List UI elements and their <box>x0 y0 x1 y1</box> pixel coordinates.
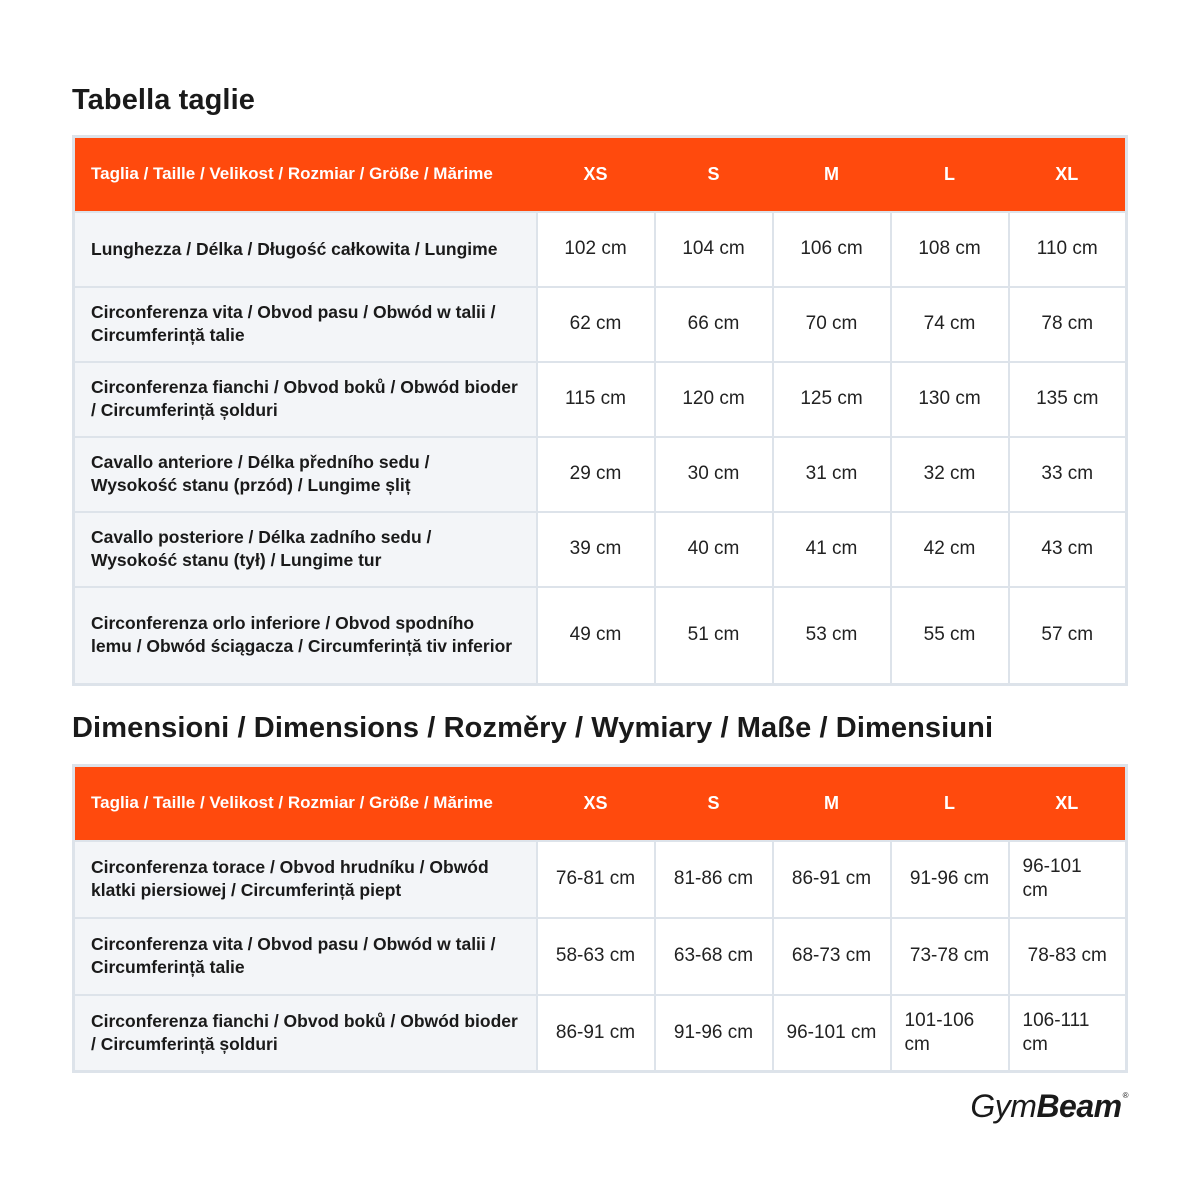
table-cell: 66 cm <box>655 287 773 362</box>
table-cell: 42 cm <box>891 512 1009 587</box>
table-cell: 73-78 cm <box>891 918 1009 995</box>
header-size-l: L <box>891 137 1009 212</box>
table-header-row <box>74 766 1127 841</box>
table-cell: 125 cm <box>773 362 891 437</box>
table-cell: 86-91 cm <box>773 841 891 918</box>
table-cell: 108 cm <box>891 212 1009 287</box>
row-label: Circonferenza vita / Obvod pasu / Obwód w talii / Circumferință talie <box>74 918 537 995</box>
header-size-s: S <box>655 766 773 841</box>
logo-text-gym: Gym <box>970 1088 1037 1124</box>
table-cell: 102 cm <box>537 212 655 287</box>
dimensions-table <box>72 764 1128 1073</box>
table-cell: 78 cm <box>1009 287 1127 362</box>
table-cell: 29 cm <box>537 437 655 512</box>
table-cell: 55 cm <box>891 587 1009 685</box>
header-size-xs: XS <box>537 137 655 212</box>
table-row <box>74 512 1127 587</box>
table-cell: 31 cm <box>773 437 891 512</box>
header-size-xs: XS <box>537 766 655 841</box>
header-label-cell: Taglia / Taille / Velikost / Rozmiar / Größe / Mărime <box>74 766 537 841</box>
table-cell: 53 cm <box>773 587 891 685</box>
table-cell: 91-96 cm <box>655 995 773 1072</box>
row-label: Circonferenza torace / Obvod hrudníku / Obwód klatki piersiowej / Circumferință piept <box>74 841 537 918</box>
table-cell: 81-86 cm <box>655 841 773 918</box>
header-size-m: M <box>773 137 891 212</box>
table-cell: 120 cm <box>655 362 773 437</box>
row-label: Circonferenza fianchi / Obvod boků / Obwód bioder / Circumferință șolduri <box>74 362 537 437</box>
row-label: Cavallo anteriore / Délka předního sedu / Wysokość stanu (przód) / Lungime șliț <box>74 437 537 512</box>
table-cell: 76-81 cm <box>537 841 655 918</box>
table-row <box>74 918 1127 995</box>
table-row <box>74 212 1127 287</box>
table-row <box>74 287 1127 362</box>
table-cell: 74 cm <box>891 287 1009 362</box>
row-label: Circonferenza orlo inferiore / Obvod spodního lemu / Obwód ściągacza / Circumferință tiv inferior <box>74 587 537 685</box>
logo-text-beam: Beam <box>1036 1088 1122 1124</box>
header-size-xl: XL <box>1009 766 1127 841</box>
table-cell: 49 cm <box>537 587 655 685</box>
table-cell: 101-106 cm <box>891 995 1009 1072</box>
table-cell: 110 cm <box>1009 212 1127 287</box>
header-size-s: S <box>655 137 773 212</box>
table-row <box>74 995 1127 1072</box>
registered-mark: ® <box>1122 1091 1128 1100</box>
table-cell: 135 cm <box>1009 362 1127 437</box>
row-label: Lunghezza / Délka / Długość całkowita / Lungime <box>74 212 537 287</box>
table-cell: 96-101 cm <box>773 995 891 1072</box>
table-cell: 51 cm <box>655 587 773 685</box>
table-cell: 115 cm <box>537 362 655 437</box>
table-row <box>74 841 1127 918</box>
table-cell: 130 cm <box>891 362 1009 437</box>
table-cell: 40 cm <box>655 512 773 587</box>
table-cell: 68-73 cm <box>773 918 891 995</box>
table-cell: 104 cm <box>655 212 773 287</box>
row-label: Circonferenza vita / Obvod pasu / Obwód w talii / Circumferință talie <box>74 287 537 362</box>
table-row <box>74 362 1127 437</box>
table-cell: 41 cm <box>773 512 891 587</box>
header-size-l: L <box>891 766 1009 841</box>
size-table <box>72 135 1128 686</box>
table-cell: 106-111 cm <box>1009 995 1127 1072</box>
row-label: Cavallo posteriore / Délka zadního sedu / Wysokość stanu (tył) / Lungime tur <box>74 512 537 587</box>
table-row <box>74 587 1127 685</box>
table-cell: 32 cm <box>891 437 1009 512</box>
table-cell: 33 cm <box>1009 437 1127 512</box>
table-cell: 58-63 cm <box>537 918 655 995</box>
header-label-cell: Taglia / Taille / Velikost / Rozmiar / Größe / Mărime <box>74 137 537 212</box>
table-cell: 106 cm <box>773 212 891 287</box>
header-size-xl: XL <box>1009 137 1127 212</box>
table-cell: 70 cm <box>773 287 891 362</box>
table-cell: 96-101 cm <box>1009 841 1127 918</box>
gymbeam-logo <box>970 1088 1128 1125</box>
table-cell: 86-91 cm <box>537 995 655 1072</box>
table-cell: 43 cm <box>1009 512 1127 587</box>
table-cell: 62 cm <box>537 287 655 362</box>
row-label: Circonferenza fianchi / Obvod boků / Obwód bioder / Circumferință șolduri <box>74 995 537 1072</box>
table-row <box>74 437 1127 512</box>
table-header-row <box>74 137 1127 212</box>
table-cell: 78-83 cm <box>1009 918 1127 995</box>
dimensions-title: Dimensioni / Dimensions / Rozměry / Wymiary / Maße / Dimensiuni <box>72 712 994 744</box>
size-table-title: Tabella taglie <box>72 84 255 116</box>
table-cell: 39 cm <box>537 512 655 587</box>
header-size-m: M <box>773 766 891 841</box>
table-cell: 91-96 cm <box>891 841 1009 918</box>
table-cell: 30 cm <box>655 437 773 512</box>
table-cell: 57 cm <box>1009 587 1127 685</box>
table-cell: 63-68 cm <box>655 918 773 995</box>
